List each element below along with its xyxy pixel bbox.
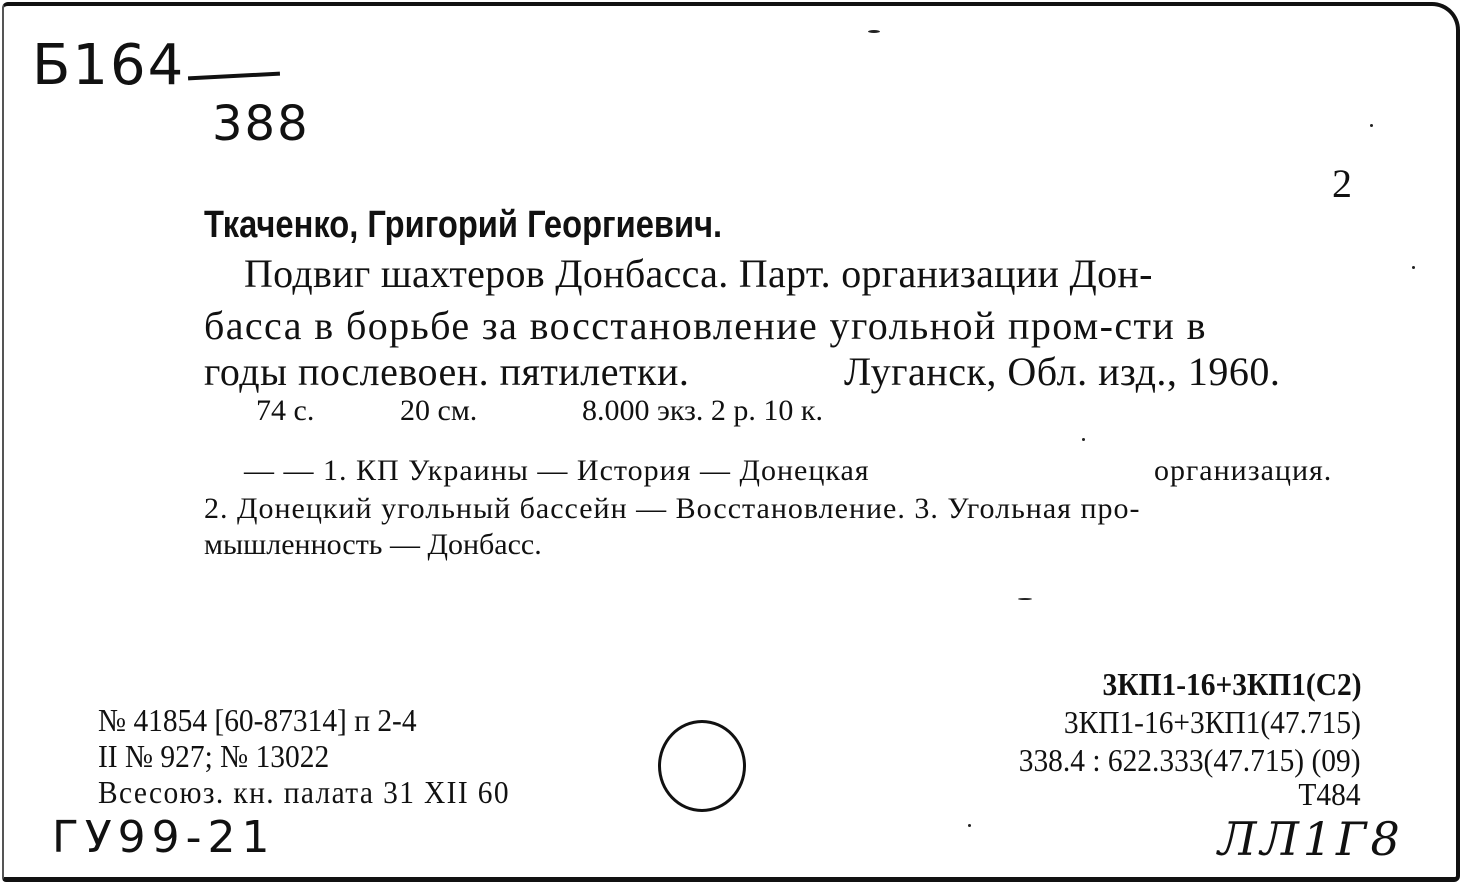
speck <box>1018 598 1032 600</box>
author-heading: Ткаченко, Григорий Георгиевич. <box>204 204 723 246</box>
subjects-line-1-end: организация. <box>1154 454 1333 487</box>
speck <box>1082 438 1085 441</box>
speck <box>1370 124 1373 127</box>
subjects-line-1 <box>244 454 1333 488</box>
title-line-1: Подвиг шахтеров Донбасса. Парт. организации Дон- <box>244 251 1153 296</box>
call-number-bottom: 388 <box>212 96 310 152</box>
handwritten-mark: ЛЛ1Г8 <box>1218 812 1404 866</box>
classification-line-2: 3КП1-16+3КП1(47.715) <box>1063 704 1361 740</box>
record-line-1: № 41854 [60-87314] п 2-4 <box>98 702 417 738</box>
speck <box>868 30 880 33</box>
record-line-3: Всесоюз. кн. палата 31 XII 60 <box>98 774 510 810</box>
record-line-2: II № 927; № 13022 <box>98 738 330 774</box>
classification-line-1: 3КП1-16+3КП1(С2) <box>1102 666 1361 702</box>
pages: 74 с. <box>256 394 315 427</box>
card-number: 2 <box>1332 161 1352 206</box>
speck <box>1412 266 1415 269</box>
subjects-line-1-start: — — 1. КП Украины — История — Донецкая <box>244 454 870 487</box>
title-line-3 <box>204 348 1281 395</box>
title-line-2: басса в борьбе за восстановление угольной пром-сти в <box>204 303 1207 348</box>
imprint: Луганск, Обл. изд., 1960. <box>844 349 1281 394</box>
copies-price: 8.000 экз. 2 р. 10 к. <box>582 394 823 427</box>
call-number-top: Б164 <box>32 33 186 98</box>
handwritten-inventory: ГУ99-21 <box>52 812 276 863</box>
classification-line-3: 338.4 : 622.333(47.715) (09) <box>1019 742 1361 778</box>
subjects-line-3: мышленность — Донбасс. <box>204 528 542 561</box>
title-line-3-text: годы послевоен. пятилетки. <box>204 349 690 394</box>
subjects-line-2: 2. Донецкий угольный бассейн — Восстановление. 3. Угольная про- <box>204 492 1141 525</box>
punch-circle <box>658 720 746 812</box>
speck <box>968 824 971 827</box>
classification-line-4: Т484 <box>1298 776 1361 812</box>
size: 20 см. <box>400 394 478 427</box>
